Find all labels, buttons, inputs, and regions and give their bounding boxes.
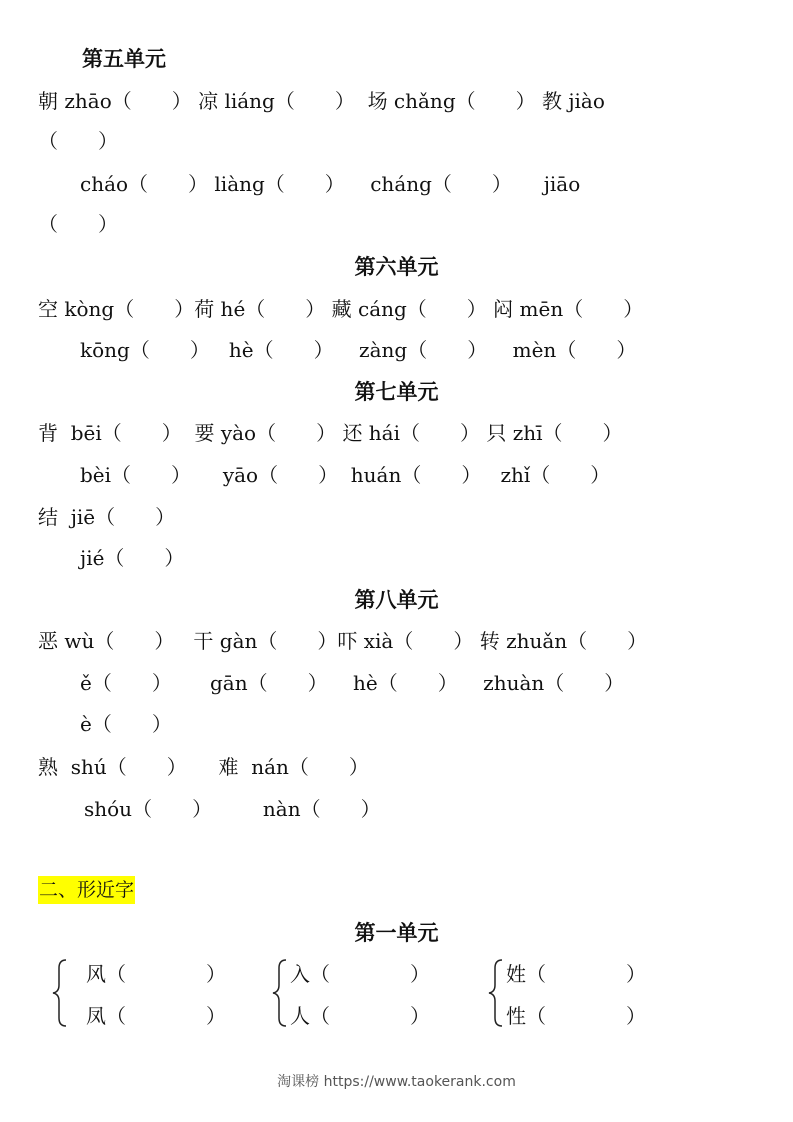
unit8-title: 第八单元 — [354, 588, 439, 612]
unit6-row2: kōng（ ） hè（ ） zàng（ ） mèn（ ） — [80, 338, 637, 362]
unit7-row2: bèi（ ） yāo（ ） huán（ ） zhǐ（ ） — [80, 463, 611, 487]
group1-item-b: 凤（ ） — [86, 1004, 226, 1028]
unit8-row3: è（ ） — [80, 712, 172, 736]
left-brace-icon — [488, 958, 504, 1028]
unit8-row5: shóu（ ） nàn（ ） — [84, 797, 381, 821]
unit8-row4: 熟 shú（ ） 难 nán（ ） — [38, 755, 369, 779]
unit5-row2-cont: （ ） — [38, 212, 118, 236]
unit7-row1: 背 bēi（ ） 要 yào（ ） 还 hái（ ） 只 zhī（ ） — [38, 421, 623, 445]
section2-heading: 二、形近字 — [38, 876, 135, 904]
group2-item-b: 人（ ） — [290, 1004, 430, 1028]
unit5-row2: cháo（ ） liàng（ ） cháng（ ） jiāo — [80, 172, 581, 196]
unit8-row1: 恶 wù（ ） 干 gàn（ ）吓 xià（ ） 转 zhuǎn（ ） — [38, 629, 648, 653]
left-brace-icon — [272, 958, 288, 1028]
unit7-row4: jié（ ） — [80, 546, 185, 570]
unit7-title: 第七单元 — [354, 380, 439, 404]
unit7-row3: 结 jiē（ ） — [38, 505, 176, 529]
section2-unit1-title: 第一单元 — [354, 921, 439, 945]
left-brace-icon — [52, 958, 68, 1028]
unit5-title: 第五单元 — [82, 47, 166, 71]
unit8-row2: ě（ ） gān（ ） hè（ ） zhuàn（ ） — [80, 671, 625, 695]
unit5-row1: 朝 zhāo（ ） 凉 liáng（ ） 场 chǎng（ ） 教 jiào — [38, 89, 605, 113]
unit5-row1-cont: （ ） — [38, 129, 118, 153]
group3-item-a: 姓（ ） — [506, 962, 646, 986]
group3-item-b: 性（ ） — [506, 1004, 646, 1028]
unit6-row1: 空 kòng（ ）荷 hé（ ） 藏 cáng（ ） 闷 mēn（ ） — [38, 297, 644, 321]
group1-item-a: 风（ ） — [86, 962, 226, 986]
group2-item-a: 入（ ） — [290, 962, 430, 986]
unit6-title: 第六单元 — [354, 255, 439, 279]
footer-watermark: 淘课榜 https://www.taokerank.com — [277, 1074, 516, 1090]
